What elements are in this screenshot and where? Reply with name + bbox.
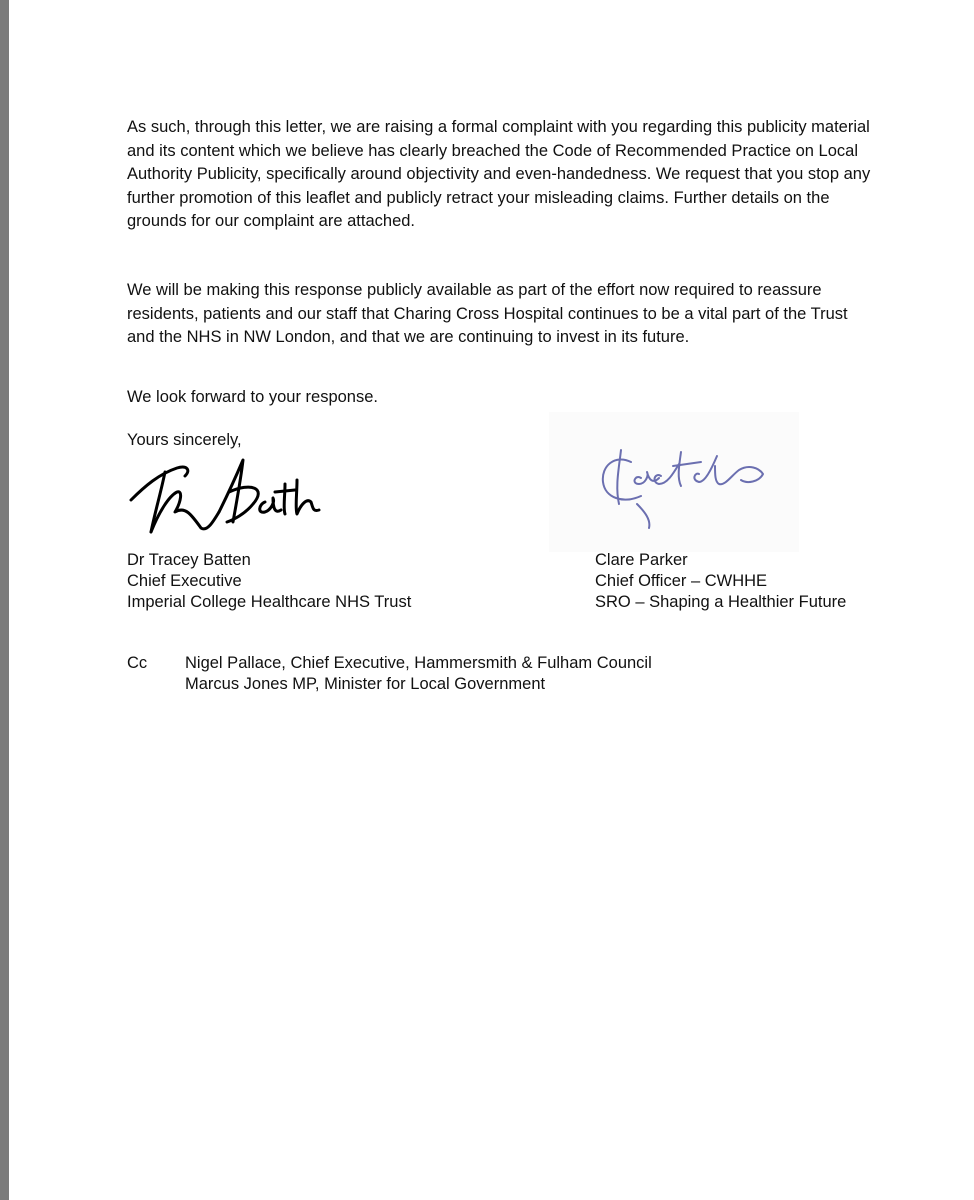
paragraph-public-response: We will be making this response publicly available as part of the effort now required to reassure residents, patients and our staff that Charing Cross Hospital continues to be a vital part of the Trust and the NHS in NW London, and that we are continuing to invest in its future. <box>127 281 848 346</box>
signatory-title: Chief Executive <box>127 572 242 590</box>
cc-recipients <box>185 653 652 695</box>
paragraph-closing: We look forward to your response. <box>127 388 378 406</box>
signatory-name: Clare Parker <box>595 551 688 569</box>
signatory-parker <box>595 550 846 613</box>
salutation: Yours sincerely, <box>127 431 242 449</box>
signatory-batten <box>127 550 411 613</box>
paragraph-complaint: As such, through this letter, we are raising a formal complaint with you regarding this publicity material and its content which we believe has clearly breached the Code of Recommended Practice on Local Authority Publicity, specifically around objectivity and even-handedness. We request that you stop any further promotion of this leaflet and publicly retract your misleading claims. Further details on the grounds for our complaint are attached. <box>127 118 871 230</box>
cc-recipient: Marcus Jones MP, Minister for Local Government <box>185 675 546 693</box>
signature-batten-icon <box>125 452 325 542</box>
signatory-title: Chief Officer – CWHHE <box>595 572 768 590</box>
signatory-name: Dr Tracey Batten <box>127 551 251 569</box>
letter-page <box>9 0 974 1200</box>
cc-label: Cc <box>127 654 148 672</box>
signatory-organisation: Imperial College Healthcare NHS Trust <box>127 593 412 611</box>
page-edge-bar <box>0 0 9 1200</box>
signatory-organisation: SRO – Shaping a Healthier Future <box>595 593 847 611</box>
cc-recipient: Nigel Pallace, Chief Executive, Hammersmith & Fulham Council <box>185 654 652 672</box>
signature-parker-icon <box>549 412 799 552</box>
